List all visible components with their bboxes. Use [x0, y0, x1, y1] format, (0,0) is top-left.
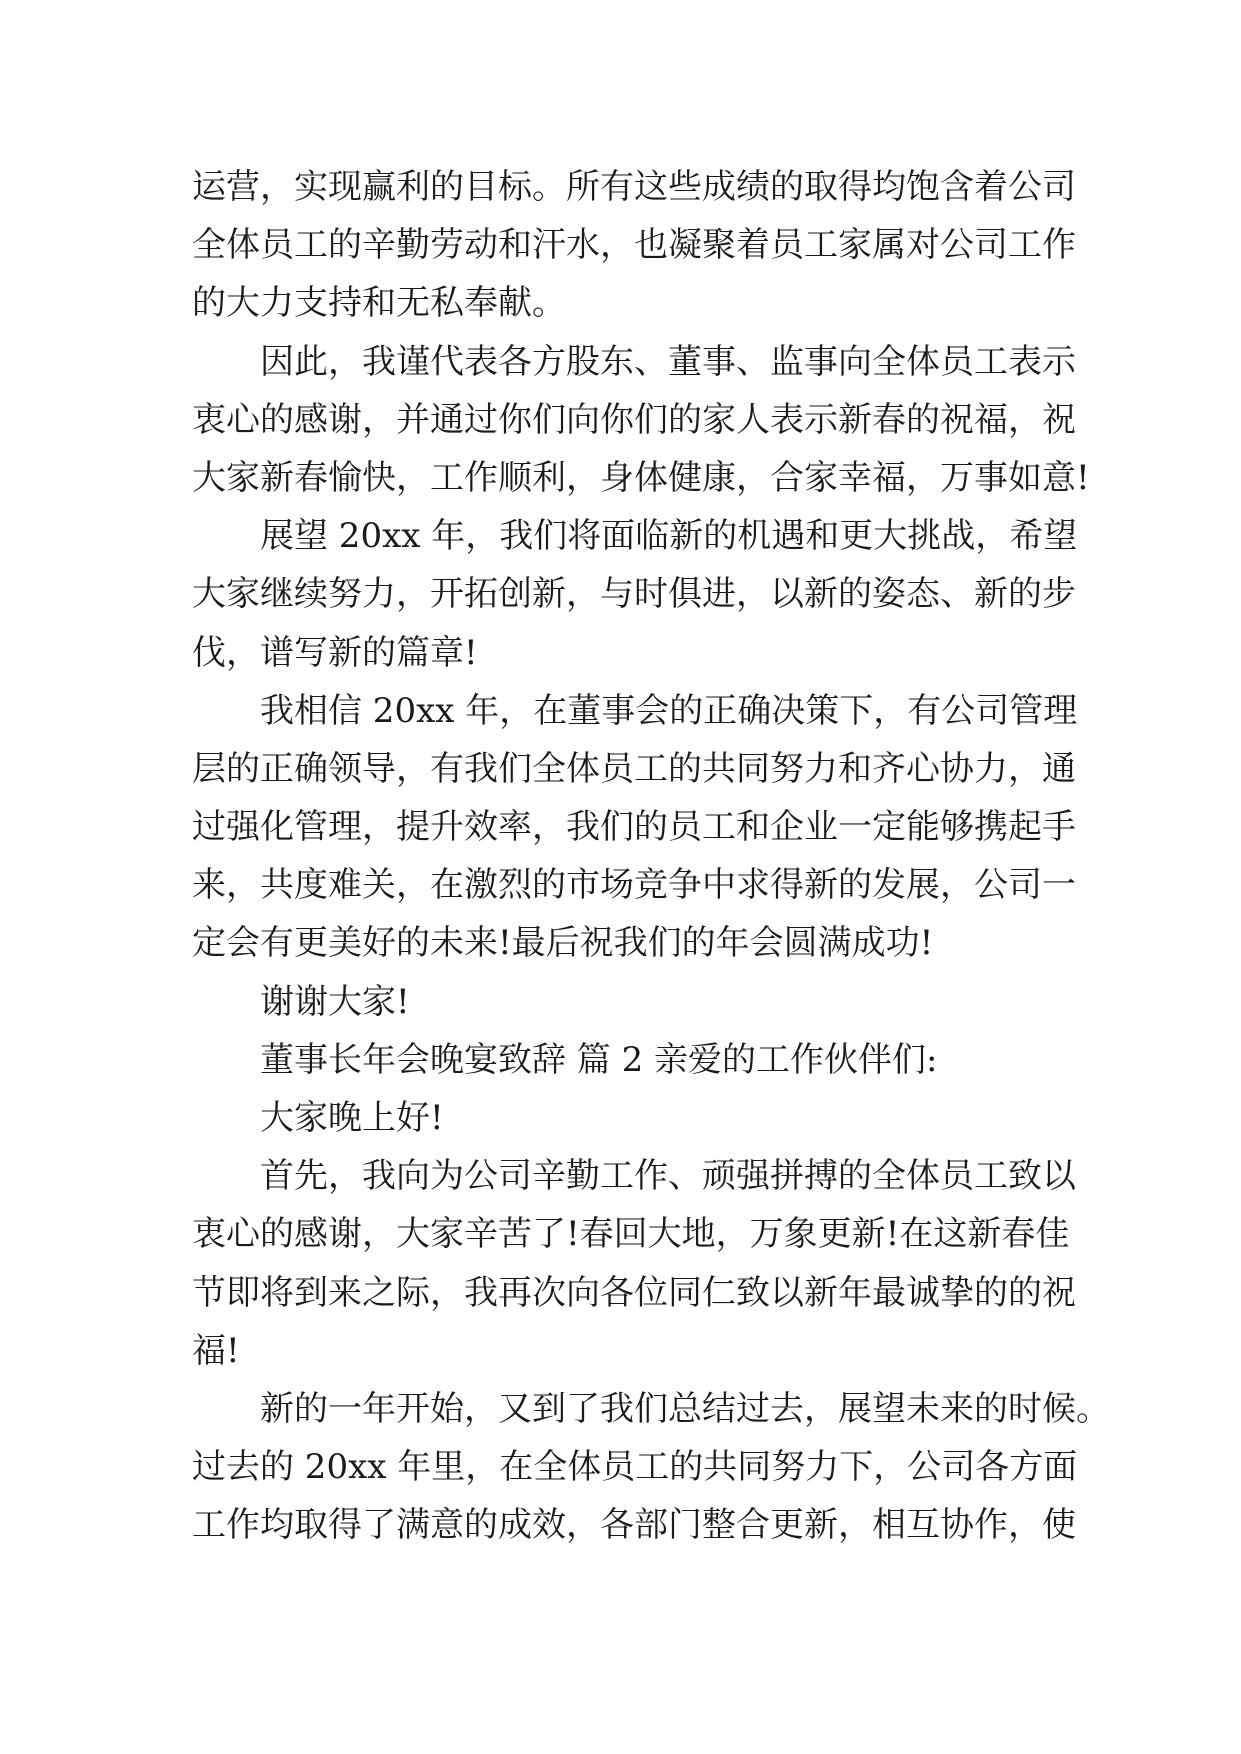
text-line: 因此，我谨代表各方股东、董事、监事向全体员工表示: [260, 341, 1076, 382]
text-line: 谢谢大家!: [260, 981, 410, 1022]
text-line: 新的一年开始，又到了我们总结过去，展望未来的时候。: [260, 1388, 1110, 1429]
text-line: 衷心的感谢，并通过你们向你们的家人表示新春的祝福，祝: [192, 399, 1076, 440]
text-line: 大家新春愉快，工作顺利，身体健康，合家幸福，万事如意!: [192, 457, 1090, 498]
text-line: 来，共度难关，在激烈的市场竞争中求得新的发展，公司一: [192, 865, 1076, 906]
text-line: 过去的 20xx 年里，在全体员工的共同努力下，公司各方面: [192, 1447, 1078, 1488]
text-line: 定会有更美好的未来!最后祝我们的年会圆满成功!: [192, 923, 934, 964]
text-line: 大家晚上好!: [260, 1098, 444, 1138]
text-line: 大家继续努力，开拓创新，与时俱进，以新的姿态、新的步: [192, 574, 1076, 615]
text-line: 层的正确领导，有我们全体员工的共同努力和齐心协力，通: [192, 748, 1076, 789]
text-line: 节即将到来之际，我再次向各位同仁致以新年最诚挚的的祝: [192, 1272, 1076, 1313]
text-line: 首先，我向为公司辛勤工作、顽强拼搏的全体员工致以: [260, 1156, 1076, 1197]
text-line: 全体员工的辛勤劳动和汗水，也凝聚着员工家属对公司工作: [192, 225, 1076, 266]
text-line: 董事长年会晚宴致辞 篇 2 亲爱的工作伙伴们:: [260, 1039, 938, 1080]
text-line: 衷心的感谢，大家辛苦了!春回大地，万象更新!在这新春佳: [192, 1214, 1070, 1255]
text-line: 工作均取得了满意的成效，各部门整合更新，相互协作，使: [192, 1505, 1076, 1546]
text-line: 伐，谱写新的篇章!: [192, 632, 478, 673]
document-body: [192, 158, 1110, 1555]
text-line: 运营，实现赢利的目标。所有这些成绩的取得均饱含着公司: [192, 167, 1076, 207]
text-line: 过强化管理，提升效率，我们的员工和企业一定能够携起手: [192, 807, 1076, 848]
text-line: 展望 20xx 年，我们将面临新的机遇和更大挑战，希望: [260, 516, 1078, 557]
text-line: 的大力支持和无私奉献。: [192, 283, 566, 324]
text-line: 福!: [192, 1330, 240, 1371]
text-line: 我相信 20xx 年，在董事会的正确决策下，有公司管理: [260, 690, 1078, 731]
